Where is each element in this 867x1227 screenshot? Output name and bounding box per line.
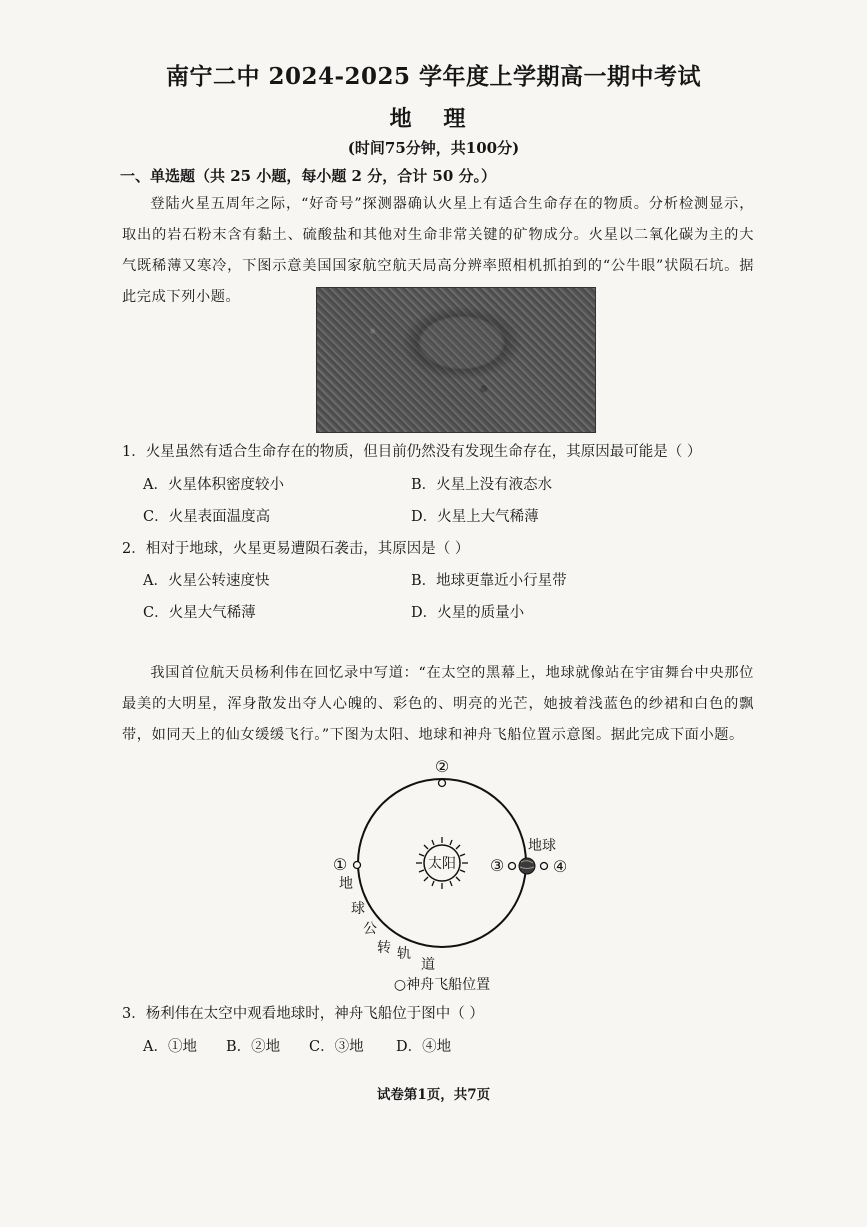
question-1-option-b: B．火星上没有液态水 xyxy=(411,477,553,493)
subject-title: 地 理 xyxy=(389,106,478,132)
earth-label: 地球 xyxy=(528,838,556,854)
question-3-stem: 3．杨利伟在太空中观看地球时，神舟飞船位于图中（ ） xyxy=(122,1006,484,1022)
orbit-label-char-4: 转 xyxy=(377,940,391,956)
section-heading: 一、单选题（共 25 小题，每小题 2 分，合计 50 分。） xyxy=(120,167,497,185)
question-1-option-d: D．火星上大气稀薄 xyxy=(411,509,539,525)
orbit-label-char-2: 球 xyxy=(351,901,365,917)
sun-label: 太阳 xyxy=(428,856,456,872)
diagram-legend: ○神舟飞船位置 xyxy=(393,977,491,993)
question-3-option-c: C．③地 xyxy=(309,1039,364,1055)
question-2-stem: 2．相对于地球，火星更易遭陨石袭击，其原因是（ ） xyxy=(122,541,470,557)
orbit-label-char-5: 轨 xyxy=(397,946,411,962)
exam-title: 南宁二中 2024-2025 学年度上学期高一期中考试 xyxy=(165,63,702,90)
question-3-option-b: B．②地 xyxy=(226,1039,281,1055)
spacecraft-position-1 xyxy=(354,862,361,869)
orbit-label-char-1: 地 xyxy=(339,876,353,892)
question-3-option-a: A．①地 xyxy=(143,1039,197,1055)
position-4-label: ④ xyxy=(552,857,568,876)
orbit-label-char-3: 公 xyxy=(363,921,377,937)
question-1-option-c: C．火星表面温度高 xyxy=(143,509,271,525)
question-2-option-d: D．火星的质量小 xyxy=(411,605,525,621)
position-1-label: ① xyxy=(332,855,348,874)
sun-earth-orbit-diagram xyxy=(320,755,580,995)
position-3-label: ③ xyxy=(489,856,505,875)
question-1-option-a: A．火星体积密度较小 xyxy=(143,477,284,493)
question-2-option-c: C．火星大气稀薄 xyxy=(143,605,256,621)
passage-yang-liwei: 我国首位航天员杨利伟在回忆录中写道：“在太空的黑幕上，地球就像站在宇宙舞台中央那位最美的大明星，浑身散发出夺人心魄的、彩色的、明亮的光芒，她披着浅蓝色的纱裙和白色的飘带，如同天上的仙女缓缓飞行。”下图为太阳、地球和神舟飞船位置示意图。据此完成下面小题。 xyxy=(122,665,754,743)
position-2-label: ② xyxy=(434,757,450,776)
passage-mars: 登陆火星五周年之际，“好奇号”探测器确认火星上有适合生命存在的物质。分析检测显示，取出的岩石粉末含有黏土、硫酸盐和其他对生命非常关键的矿物成分。火星以二氧化碳为主的大气既稀薄又寒冷，下图示意美国国家航空航天局高分辨率照相机抓拍到的“公牛眼”状陨石坑。据此完成下列小题。 xyxy=(122,196,754,305)
spacecraft-position-4 xyxy=(541,863,548,870)
question-2-option-b: B．地球更靠近小行星带 xyxy=(411,573,567,589)
question-2-option-a: A．火星公转速度快 xyxy=(143,573,270,589)
spacecraft-position-3 xyxy=(509,863,516,870)
page-footer: 试卷第1页，共7页 xyxy=(376,1087,491,1103)
orbit-label-char-6: 道 xyxy=(421,957,435,973)
question-1-stem: 1．火星虽然有适合生命存在的物质，但目前仍然没有发现生命存在，其原因最可能是（ ） xyxy=(122,444,702,460)
crater-photo xyxy=(316,287,596,433)
question-3-option-d: D．④地 xyxy=(396,1039,452,1055)
time-info: (时间75分钟，共100分) xyxy=(347,139,520,157)
spacecraft-position-2 xyxy=(439,780,446,787)
